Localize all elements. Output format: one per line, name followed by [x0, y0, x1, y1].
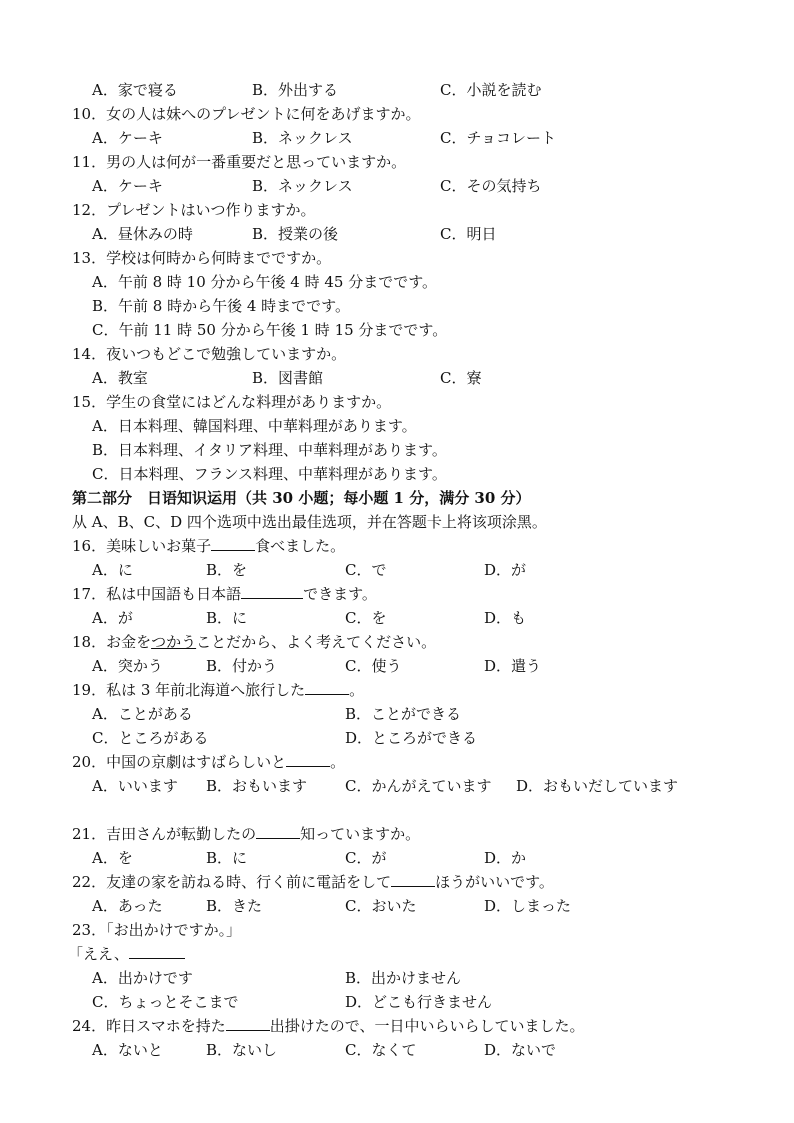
q9-option-b: B．外出する: [252, 81, 339, 99]
q24-blank: [226, 1016, 270, 1031]
q9-option-c: C．小説を読む: [440, 81, 542, 99]
q16-blank: [211, 536, 255, 551]
q15-option-a: A．日本料理、韓国料理、中華料理があります。: [92, 417, 417, 435]
q11-option-b: B．ネックレス: [252, 177, 353, 195]
q21-stem-after: 知っていますか。: [300, 825, 421, 843]
q20-option-b: B．おもいます: [206, 777, 308, 795]
q23-reply-before: 「ええ、: [68, 945, 129, 963]
q24-option-c: C．なくて: [345, 1041, 417, 1059]
q17-option-b: B．に: [206, 609, 248, 627]
section2-title: 第二部分 日语知识运用（共 30 小题；每小题 1 分，满分 30 分）: [72, 489, 531, 507]
q17-stem-after: できます。: [303, 585, 377, 603]
q17-option-a: A．が: [92, 609, 133, 627]
q22-option-c: C．おいた: [345, 897, 417, 915]
q21-option-c: C．が: [345, 849, 387, 867]
q13-option-b: B．午前 8 時から午後 4 時までです。: [92, 297, 350, 315]
q23-blank: [129, 944, 185, 959]
q15-stem: 15．学生の食堂にはどんな料理がありますか。: [72, 393, 392, 411]
q23-option-c: C．ちょっとそこまで: [92, 993, 239, 1011]
q19-option-a: A．ことがある: [92, 705, 193, 723]
q14-option-b: B．図書館: [252, 369, 324, 387]
q19-stem: [72, 680, 364, 700]
q22-option-b: B．きた: [206, 897, 263, 915]
q9-option-a: A．家で寝る: [92, 81, 178, 99]
q18-option-b: B．付かう: [206, 657, 278, 675]
q16-option-c: C．で: [345, 561, 387, 579]
q12-option-c: C．明日: [440, 225, 497, 243]
q21-stem-before: 21．吉田さんが転勤したの: [72, 825, 257, 843]
q21-option-b: B．に: [206, 849, 248, 867]
q20-stem-after: 。: [330, 753, 346, 771]
q18-option-a: A．突かう: [92, 657, 163, 675]
q21-option-d: D．か: [484, 849, 527, 867]
q15-option-c: C．日本料理、フランス料理、中華料理があります。: [92, 465, 447, 483]
q23-option-a: A．出かけです: [92, 969, 193, 987]
q22-stem: [72, 872, 554, 892]
q24-option-b: B．ないし: [206, 1041, 278, 1059]
q23-option-d: D．どこも行きません: [345, 993, 493, 1011]
q19-stem-before: 19．私は 3 年前北海道へ旅行した: [72, 681, 306, 699]
q18-option-d: D．遣う: [484, 657, 542, 675]
q19-option-d: D．ところができる: [345, 729, 478, 747]
q20-option-c: C．かんがえています: [345, 777, 492, 795]
q18-stem-after: ことだから、よく考えてください。: [196, 633, 437, 651]
q12-option-b: B．授業の後: [252, 225, 339, 243]
q20-blank: [286, 752, 330, 767]
q23-stem: 23．「お出かけですか。」: [72, 921, 242, 939]
q19-stem-after: 。: [349, 681, 365, 699]
q20-stem: [72, 752, 345, 772]
q22-stem-before: 22．友達の家を訪ねる時、行く前に電話をして: [72, 873, 392, 891]
q17-option-c: C．を: [345, 609, 387, 627]
q24-option-d: D．ないで: [484, 1041, 557, 1059]
q18-underlined-word: つかう: [151, 633, 197, 651]
q14-option-c: C．寮: [440, 369, 482, 387]
q18-option-c: C．使う: [345, 657, 402, 675]
q20-stem-before: 20．中国の京劇はすばらしいと: [72, 753, 287, 771]
q10-stem: 10．女の人は妹へのプレゼントに何をあげますか。: [72, 105, 421, 123]
q11-stem: 11．男の人は何が一番重要だと思っていますか。: [72, 153, 407, 171]
q18-stem: [72, 632, 436, 652]
q13-stem: 13．学校は何時から何時までですか。: [72, 249, 332, 267]
q12-stem: 12．プレゼントはいつ作りますか。: [72, 201, 316, 219]
q11-option-a: A．ケーキ: [92, 177, 163, 195]
q22-blank: [391, 872, 435, 887]
q19-option-b: B．ことができる: [345, 705, 462, 723]
q12-option-a: A．昼休みの時: [92, 225, 193, 243]
q16-option-d: D．が: [484, 561, 527, 579]
q16-option-a: A．に: [92, 561, 133, 579]
q21-blank: [256, 824, 300, 839]
q21-stem: [72, 824, 420, 844]
q10-option-a: A．ケーキ: [92, 129, 163, 147]
q14-option-a: A．教室: [92, 369, 148, 387]
q24-stem-before: 24．昨日スマホを持た: [72, 1017, 226, 1035]
q13-option-a: A．午前 8 時 10 分から午後 4 時 45 分までです。: [92, 273, 438, 291]
q17-blank: [241, 584, 303, 599]
q24-stem-after: 出掛けたので、一日中いらいらしていました。: [269, 1017, 585, 1035]
q19-blank: [305, 680, 349, 695]
q17-stem-before: 17．私は中国語も日本語: [72, 585, 242, 603]
q17-stem: [72, 584, 377, 604]
section2-instruction: 从 A、B、C、D 四个选项中选出最佳选项，并在答题卡上将该项涂黑。: [72, 513, 547, 531]
q20-option-a: A．いいます: [92, 777, 178, 795]
q22-option-d: D．しまった: [484, 897, 572, 915]
q16-stem-after: 食べました。: [255, 537, 346, 555]
q14-stem: 14．夜いつもどこで勉強していますか。: [72, 345, 347, 363]
q23-option-b: B．出かけません: [345, 969, 462, 987]
q17-option-d: D．も: [484, 609, 527, 627]
q22-stem-after: ほうがいいです。: [435, 873, 554, 891]
q13-option-c: C．午前 11 時 50 分から午後 1 時 15 分までです。: [92, 321, 448, 339]
q15-option-b: B．日本料理、イタリア料理、中華料理があります。: [92, 441, 447, 459]
q22-option-a: A．あった: [92, 897, 163, 915]
q19-option-c: C．ところがある: [92, 729, 209, 747]
q16-stem: [72, 536, 345, 556]
q16-stem-before: 16．美味しいお菓子: [72, 537, 212, 555]
q18-stem-before: 18．お金を: [72, 633, 152, 651]
q24-option-a: A．ないと: [92, 1041, 163, 1059]
q10-option-c: C．チョコレート: [440, 129, 557, 147]
q24-stem: [72, 1016, 585, 1036]
q21-option-a: A．を: [92, 849, 133, 867]
q20-option-d: D．おもいだしています: [516, 777, 679, 795]
q23-reply: [68, 944, 185, 964]
q10-option-b: B．ネックレス: [252, 129, 353, 147]
q11-option-c: C．その気持ち: [440, 177, 542, 195]
q16-option-b: B．を: [206, 561, 248, 579]
